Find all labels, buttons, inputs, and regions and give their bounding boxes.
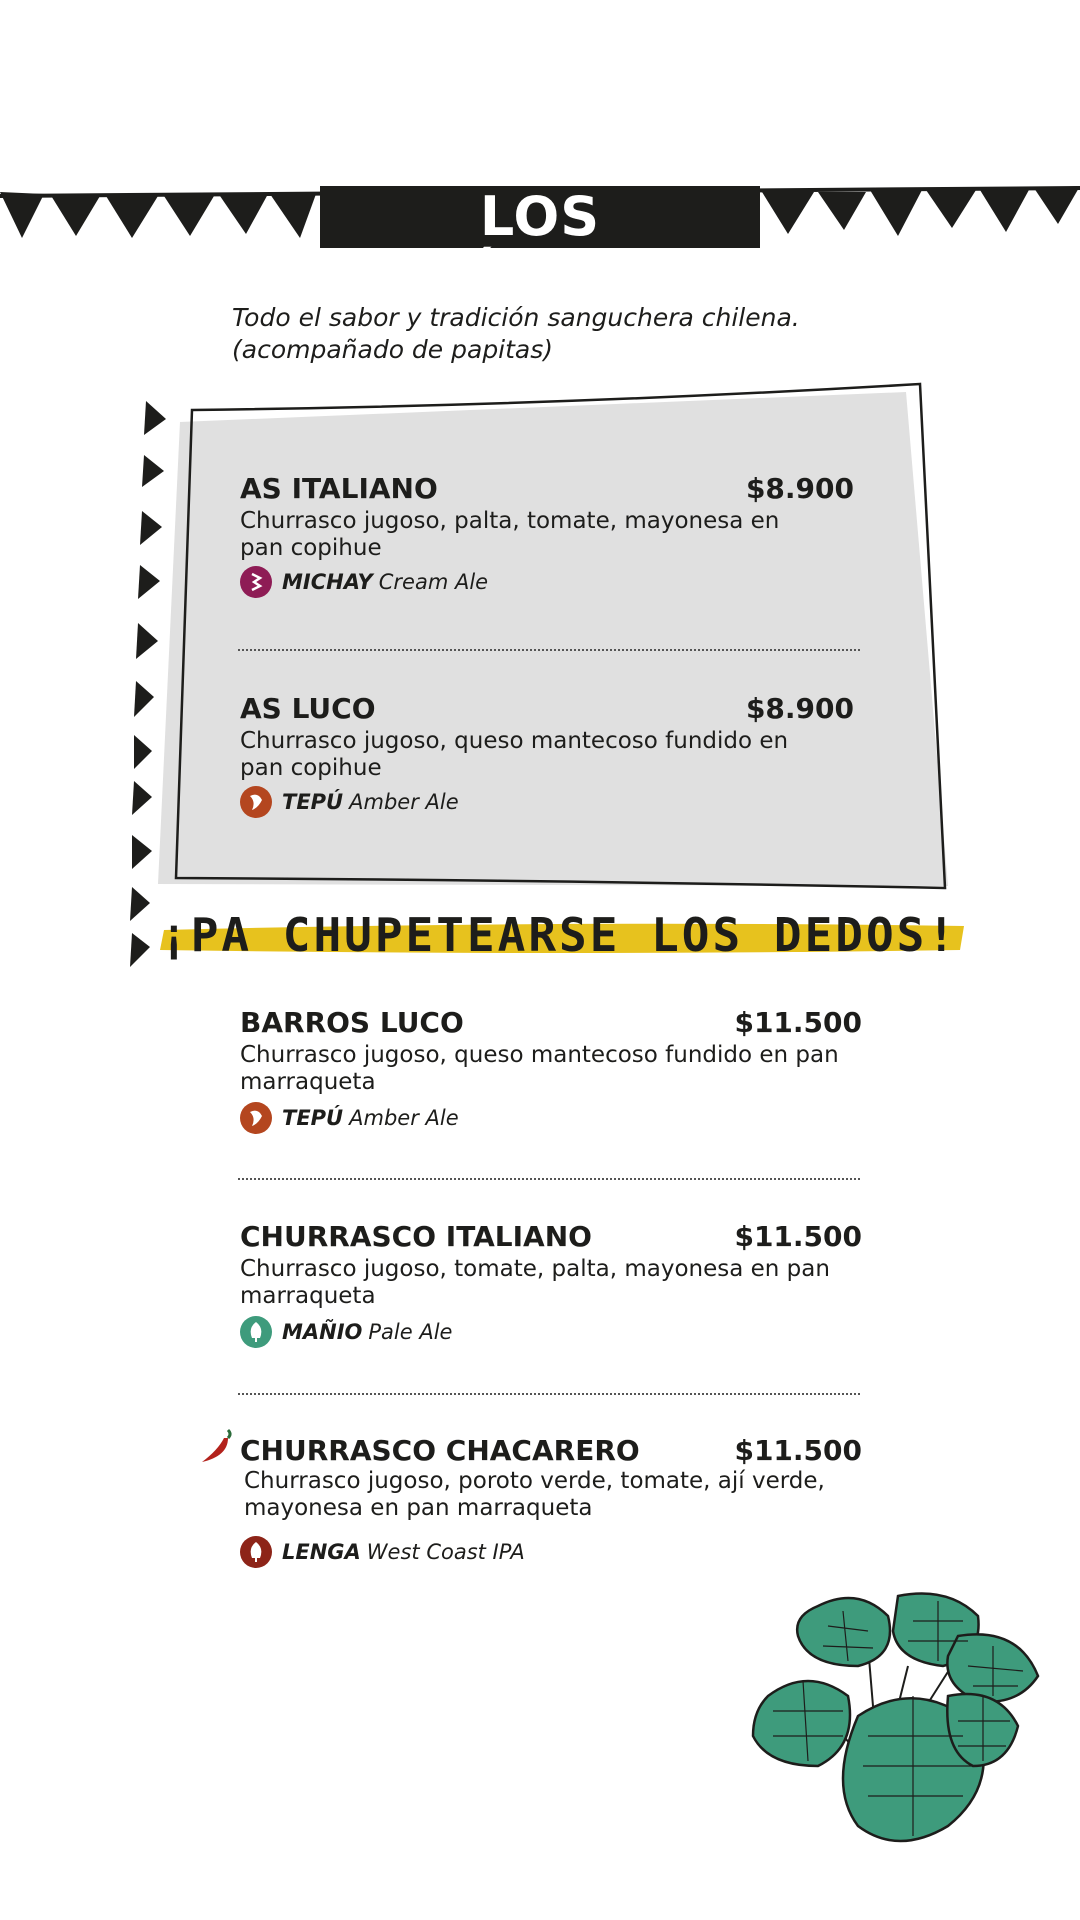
menu-item-as-luco bbox=[240, 692, 854, 822]
item-description: Churrasco jugoso, poroto verde, tomate, ají verde, mayonesa en pan marraqueta bbox=[244, 1468, 825, 1521]
item-price: $11.500 bbox=[734, 1220, 862, 1253]
menu-item-churrasco-italiano bbox=[240, 1220, 862, 1350]
menu-item-churrasco-chacarero bbox=[240, 1434, 862, 1574]
beer-name: MICHAY bbox=[282, 570, 373, 594]
menu-item-as-italiano bbox=[240, 472, 854, 602]
item-name: AS LUCO bbox=[240, 692, 376, 725]
beer-pairing bbox=[240, 786, 459, 818]
beer-pairing bbox=[240, 1316, 452, 1348]
tree-icon bbox=[240, 1536, 272, 1568]
featured-panel bbox=[150, 380, 950, 900]
item-name: AS ITALIANO bbox=[240, 472, 438, 505]
item-description: Churrasco jugoso, queso mantecoso fundido en pan marraqueta bbox=[240, 1042, 839, 1095]
beer-name: TEPÚ bbox=[282, 1106, 344, 1130]
item-name: CHURRASCO CHACARERO bbox=[240, 1434, 640, 1467]
chili-pepper-icon bbox=[198, 1428, 234, 1466]
subtitle-line-1: Todo el sabor y tradición sanguchera chilena. bbox=[232, 303, 800, 332]
beer-name: LENGA bbox=[282, 1540, 361, 1564]
item-description: Churrasco jugoso, palta, tomate, mayonesa en pan copihue bbox=[240, 508, 780, 561]
item-name: CHURRASCO ITALIANO bbox=[240, 1220, 592, 1253]
dotted-divider bbox=[238, 649, 860, 651]
item-description: Churrasco jugoso, tomate, palta, mayonesa en pan marraqueta bbox=[240, 1256, 830, 1309]
item-price: $11.500 bbox=[734, 1434, 862, 1467]
item-price: $8.900 bbox=[745, 692, 854, 725]
dotted-divider bbox=[238, 1393, 860, 1395]
beer-style: Amber Ale bbox=[349, 1106, 459, 1130]
item-price: $8.900 bbox=[745, 472, 854, 505]
beer-pairing bbox=[240, 1536, 525, 1568]
menu-item-barros-luco bbox=[240, 1006, 862, 1136]
beer-pairing bbox=[240, 1102, 459, 1134]
leaf-icon bbox=[240, 1102, 272, 1134]
beer-style: Cream Ale bbox=[378, 570, 489, 594]
beer-pairing bbox=[240, 566, 488, 598]
beer-style: West Coast IPA bbox=[366, 1540, 525, 1564]
leaf-icon bbox=[240, 786, 272, 818]
beer-style: Amber Ale bbox=[349, 790, 459, 814]
beer-style: Pale Ale bbox=[368, 1320, 453, 1344]
subtitle bbox=[232, 302, 932, 366]
tree-icon bbox=[240, 1316, 272, 1348]
section-2-title: ¡PA CHUPETEARSE LOS DEDOS! bbox=[160, 908, 959, 962]
dotted-divider bbox=[238, 1178, 860, 1180]
beer-name: MAÑIO bbox=[282, 1320, 363, 1344]
item-name: BARROS LUCO bbox=[240, 1006, 464, 1039]
subtitle-line-2: (acompañado de papitas) bbox=[232, 335, 554, 364]
beer-name: TEPÚ bbox=[282, 790, 344, 814]
section-title: LOS CLÁSICOS bbox=[320, 186, 760, 248]
hop-icon bbox=[240, 566, 272, 598]
item-description: Churrasco jugoso, queso mantecoso fundido en pan copihue bbox=[240, 728, 789, 781]
item-price: $11.500 bbox=[734, 1006, 862, 1039]
plant-illustration bbox=[748, 1586, 1048, 1866]
